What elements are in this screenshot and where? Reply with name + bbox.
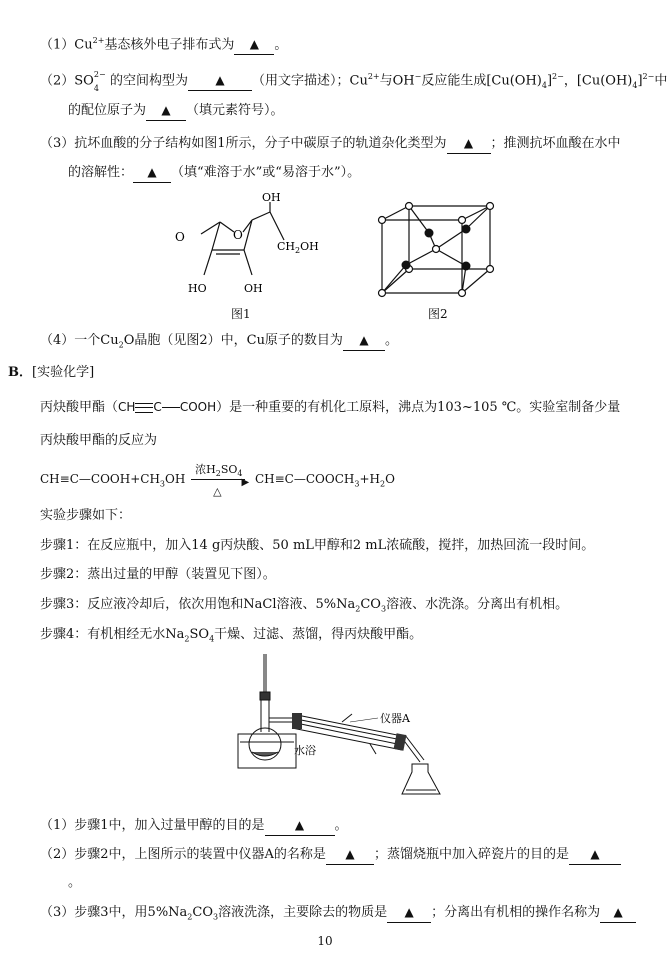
figure-1-caption: 图1 bbox=[231, 307, 251, 321]
figure-1-ascorbic-acid bbox=[170, 192, 350, 302]
step-4: 步骤4：有机相经无水$Na_2SO_4$干燥、过滤、蒸馏，得丙炔酸甲酯。 bbox=[40, 627, 423, 644]
b-question-2: （2）步骤2中，上图所示的装置中仪器A的名称是 ▲ ；蒸馏烧瓶中加入碎瓷片的目的是 ▲ bbox=[40, 845, 621, 865]
question-2-line-2: 的配位原子为 ▲ （填元素符号）。 bbox=[68, 101, 284, 121]
intro-line-2: 丙炔酸甲酯的反应为 bbox=[40, 433, 158, 448]
page-number: 10 bbox=[317, 934, 333, 948]
fig1-oh-top: OH bbox=[262, 191, 281, 204]
answer-blank[interactable]: ▲ bbox=[234, 35, 274, 55]
label-instrument-a: 仪器A bbox=[380, 712, 410, 725]
fig1-ch2oh: $CH_2OH$ bbox=[277, 240, 319, 255]
figure-2-caption: 图2 bbox=[428, 307, 448, 321]
answer-blank[interactable]: ▲ bbox=[265, 816, 335, 836]
answer-blank[interactable]: ▲ bbox=[188, 71, 252, 91]
question-3: （3）抗坏血酸的分子结构如图1所示，分子中碳原子的轨道杂化类型为 ▲ ；推测抗坏血酸在水中 bbox=[40, 134, 621, 154]
answer-blank[interactable]: ▲ bbox=[600, 903, 636, 923]
intro-line-1: 丙炔酸甲酯（CH C COOH）是一种重要的有机化工原料，沸点为103~105 ℃。实验室制备少量 bbox=[40, 400, 621, 415]
answer-blank[interactable]: ▲ bbox=[447, 134, 491, 154]
answer-blank[interactable]: ▲ bbox=[387, 903, 431, 923]
label-water-bath: 水浴 bbox=[294, 744, 316, 757]
answer-blank[interactable]: ▲ bbox=[133, 163, 171, 183]
figure-2-unit-cell bbox=[372, 196, 502, 306]
answer-blank[interactable]: ▲ bbox=[146, 101, 186, 121]
answer-blank[interactable]: ▲ bbox=[569, 845, 621, 865]
b-question-2-line-2: 。 bbox=[68, 875, 82, 890]
question-4: （4）一个$Cu_2O$晶胞（见图2）中，Cu原子的数目为 ▲ 。 bbox=[40, 333, 398, 350]
b-question-3: （3）步骤3中，用$5\%Na_2CO_3$溶液洗涤，主要除去的物质是 ▲ ；分离出有机相的操作名称为 ▲ bbox=[40, 903, 636, 927]
answer-blank[interactable]: ▲ bbox=[326, 845, 374, 865]
answer-blank[interactable]: ▲ bbox=[343, 331, 385, 351]
b-question-1: （1）步骤1中，加入过量甲醇的目的是 ▲ 。 bbox=[40, 816, 348, 836]
question-2: （2）SO 2− 4 的空间构型为 ▲ （用文字描述）；$Cu^{2+}$与OH−反应能生成$[Cu(OH)_4]^{2-}$，$[Cu(OH)_4]^{2-}$中 bbox=[40, 70, 667, 94]
question-1: $(1)Cu^{2+}$基态核外电子排布式为 ▲ 。 bbox=[40, 32, 287, 55]
fig1-carbonyl-o: O bbox=[175, 230, 185, 244]
fig1-oh-right: OH bbox=[244, 282, 263, 295]
fig1-ho-left: HO bbox=[188, 282, 207, 295]
reaction-arrow: 浓$H_2SO_4$ ▶ △ bbox=[191, 473, 249, 487]
distillation-apparatus bbox=[230, 652, 450, 802]
reaction-equation: $CH\equiv C—COOH+CH_3OH$ 浓$H_2SO_4$ ▶ △ $CH\equiv C—COOCH_3+H_2O$ bbox=[40, 462, 395, 498]
step-3: 步骤3：反应液冷却后，依次用饱和NaCl溶液、$5\%Na_2CO_3$溶液、水洗涤。分离出有机相。 bbox=[40, 597, 569, 614]
question-3-line-2: 的溶解性： ▲ （填“难溶于水”或“易溶于水”）。 bbox=[68, 163, 360, 183]
fig1-ring-o: O bbox=[233, 228, 243, 242]
step-1: 步骤1：在反应瓶中，加入14 g丙炔酸、50 mL甲醇和2 mL浓硫酸，搅拌，加热回流一段时间。 bbox=[40, 538, 595, 553]
steps-title: 实验步骤如下： bbox=[40, 508, 132, 523]
step-2: 步骤2：蒸出过量的甲醇（装置见下图）。 bbox=[40, 567, 276, 582]
section-b-heading: B．[实验化学] bbox=[8, 365, 95, 380]
